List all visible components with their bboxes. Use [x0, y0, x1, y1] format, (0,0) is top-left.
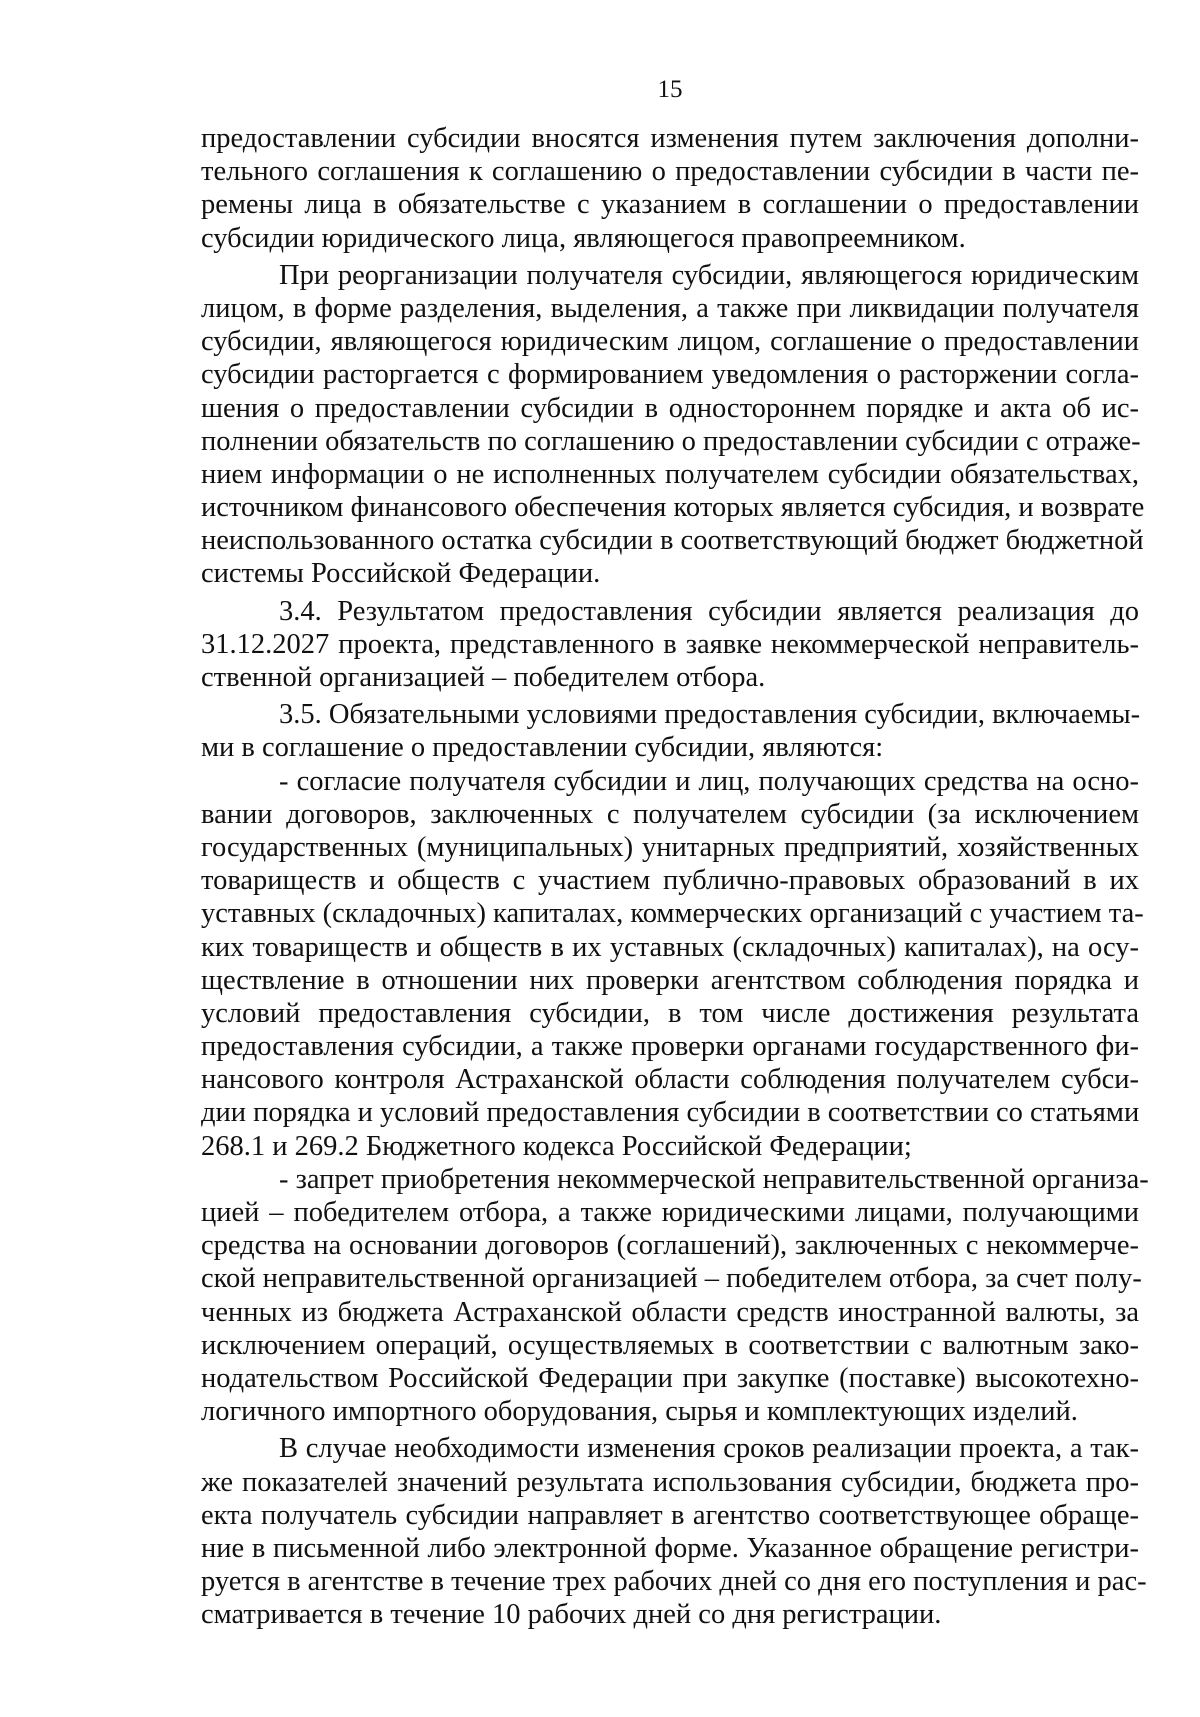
text-line: лицом, в форме разделения, выделения, а также при ликвидации получателя — [201, 292, 1139, 324]
text-line: нодательством Российской Федерации при закупке (поставке) высокотехно- — [201, 1362, 1139, 1394]
paragraph-continuation — [201, 122, 1139, 255]
text-line: субсидии, являющегося юридическим лицом, соглашение о предоставлении — [201, 326, 1139, 358]
text-line: исключением операций, осуществляемых в соответствии с валютным зако- — [201, 1329, 1139, 1361]
text-line: ремены лица в обязательстве с указанием в соглашении о предоставлении — [201, 189, 1139, 221]
text-line: же показателей значений результата использования субсидии, бюджета про- — [201, 1466, 1139, 1498]
text-line: 3.4. Результатом предоставления субсидии является реализация до — [279, 595, 1139, 627]
text-line: шения о предоставлении субсидии в одностороннем порядке и акта об ис- — [201, 392, 1139, 424]
text-line: тельного соглашения к соглашению о предоставлении субсидии в части пе- — [201, 156, 1139, 188]
list-item-prohibition — [201, 1163, 1149, 1429]
page-number: 15 — [657, 76, 683, 103]
text-line: полнении обязательств по соглашению о предоставлении субсидии с отраже- — [201, 425, 1141, 457]
text-line: - запрет приобретения некоммерческой неправительственной организа- — [279, 1163, 1149, 1195]
text-line: системы Российской Федерации. — [201, 558, 601, 590]
list-item-consent — [201, 765, 1144, 1163]
text-line: товариществ и обществ с участием публично-правовых образований в их — [201, 865, 1139, 897]
text-line: государственных (муниципальных) унитарных предприятий, хозяйственных — [201, 831, 1139, 863]
text-line: цией – победителем отбора, а также юридическими лицами, получающими — [201, 1197, 1139, 1228]
text-line: нансового контроля Астраханской области соблюдения получателем субси- — [201, 1064, 1139, 1096]
text-line: В случае необходимости изменения сроков реализации проекта, а так- — [279, 1433, 1139, 1465]
text-line: предоставлении субсидии вносятся изменения путем заключения дополни- — [201, 123, 1139, 154]
text-line: уставных (складочных) капиталах, коммерческих организаций с участием та- — [201, 898, 1144, 930]
text-line: 31.12.2027 проекта, представленного в заявке некоммерческой неправитель- — [201, 628, 1139, 660]
text-line: ние в письменной либо электронной форме. Указанное обращение регистри- — [201, 1532, 1139, 1564]
text-line: 268.1 и 269.2 Бюджетного кодекса Российской Федерации; — [201, 1130, 912, 1162]
text-line: средства на основании договоров (соглашений), заключенных с некоммерче- — [201, 1230, 1139, 1262]
text-line: субсидии юридического лица, являющегося правопреемником. — [201, 222, 966, 254]
text-line: ми в соглашение о предоставлении субсидии, являются: — [201, 732, 884, 764]
paragraph-change-request — [201, 1432, 1147, 1631]
text-line: логичного импортного оборудования, сырья и комплектующих изделий. — [201, 1396, 1078, 1428]
text-line: 3.5. Обязательными условиями предоставления субсидии, включаемы- — [279, 699, 1141, 731]
paragraph-3-4 — [201, 595, 1139, 695]
text-line: ществление в отношении них проверки агентством соблюдения порядка и — [201, 964, 1139, 996]
text-line: - согласие получателя субсидии и лиц, получающих средства на осно- — [279, 765, 1139, 797]
text-line: условий предоставления субсидии, в том числе достижения результата — [201, 997, 1139, 1029]
document-body — [201, 122, 1149, 1631]
text-line: неиспользованного остатка субсидии в соответствующий бюджет бюджетной — [201, 525, 1144, 557]
text-line: сматривается в течение 10 рабочих дней со дня регистрации. — [201, 1599, 942, 1631]
text-line: субсидии расторгается с формированием уведомления о расторжении согла- — [201, 359, 1139, 391]
text-line: вании договоров, заключенных с получателем субсидии (за исключением — [201, 798, 1139, 830]
text-line: предоставления субсидии, а также проверки органами государственного фи- — [201, 1031, 1139, 1063]
text-line: ченных из бюджета Астраханской области средств иностранной валюты, за — [201, 1296, 1139, 1328]
text-line: ственной организацией – победителем отбора. — [201, 662, 766, 693]
text-line: При реорганизации получателя субсидии, являющегося юридическим — [279, 259, 1139, 291]
text-line: ской неправительственной организацией – победителем отбора, за счет полу- — [201, 1263, 1142, 1295]
text-line: дии порядка и условий предоставления субсидии в соответствии со статьями — [201, 1097, 1140, 1129]
paragraph-reorganization — [201, 259, 1145, 591]
text-line: нием информации о не исполненных получателем субсидии обязательствах, — [201, 458, 1139, 490]
text-line: источником финансового обеспечения которых является субсидия, и возврате — [201, 492, 1145, 524]
text-line: екта получатель субсидии направляет в агентство соответствующее обраще- — [201, 1499, 1139, 1531]
text-line: ких товариществ и обществ в их уставных (складочных) капиталах), на осу- — [201, 931, 1139, 963]
paragraph-3-5 — [201, 698, 1139, 764]
text-line: руется в агентстве в течение трех рабочих дней со дня его поступления и рас- — [201, 1566, 1147, 1598]
